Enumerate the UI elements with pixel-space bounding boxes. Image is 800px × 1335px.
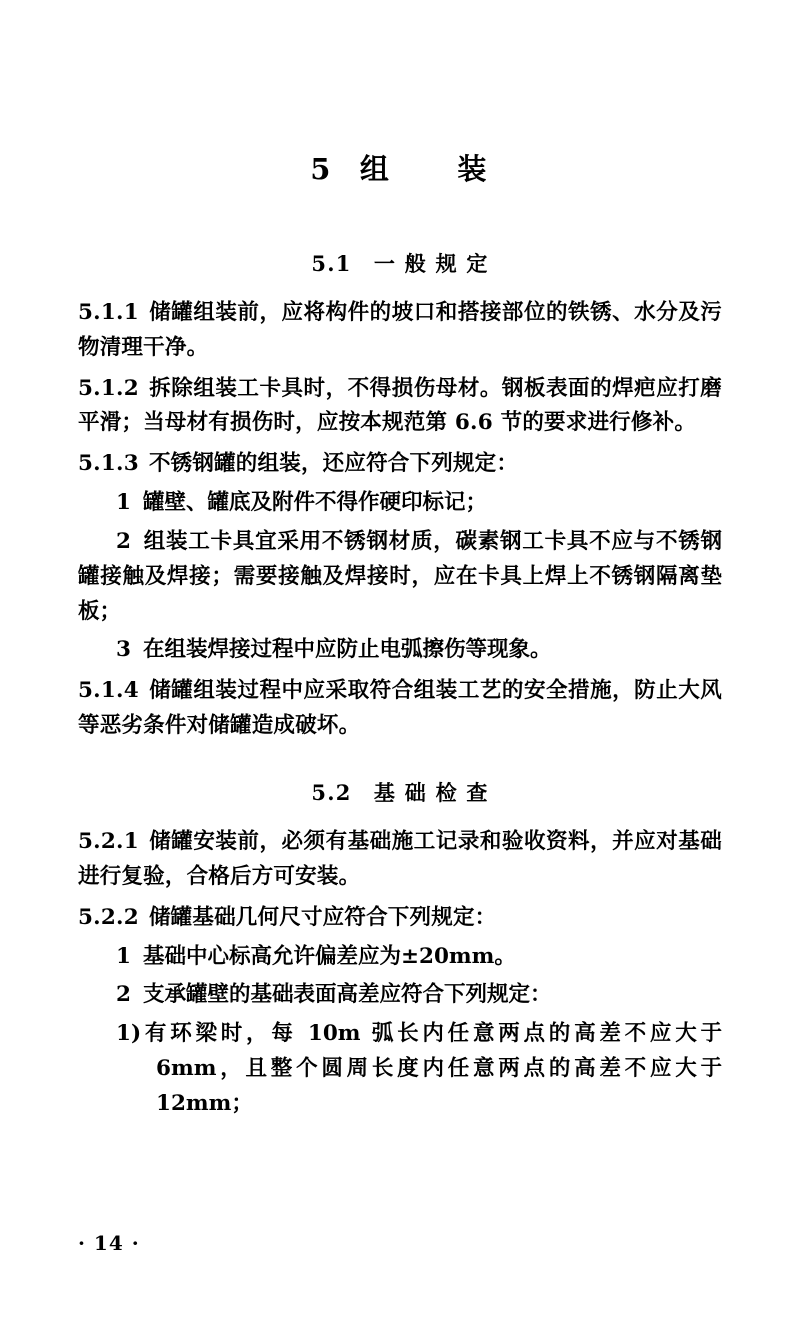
paragraph-label: 5.1.2 [78,375,139,401]
paragraph-5-2-2 [78,901,722,936]
paragraph-text: 拆除组装工卡具时，不得损伤母材。钢板表面的焊疤应打磨平滑；当母材有损伤时，应按本规范第 6.6 节的要求进行修补。 [78,375,722,436]
list-item-text: 支承罐壁的基础表面高差应符合下列规定： [142,982,552,1008]
page-number: · 14 · [78,1231,140,1255]
section-heading-5-2: 5.2 基 础 检 查 [311,779,489,805]
list-item [78,486,722,521]
sub-list-item-text: 有环梁时，每 10m 弧长内任意两点的高差不应大于 6mm，且整个圆周长度内任意两点的高差不应大于 12mm； [141,1021,722,1116]
paragraph-text: 储罐组装前，应将构件的坡口和搭接部位的铁锈、水分及污物清理干净。 [78,299,722,360]
list-item [78,978,722,1013]
list-item-label: 1 [116,943,131,969]
list-item-label: 2 [116,528,131,554]
chapter-number: 5 [310,152,334,186]
paragraph-text: 储罐组装过程中应采取符合组装工艺的安全措施，防止大风等恶劣条件对储罐造成破坏。 [78,678,722,739]
list-item [78,525,722,629]
paragraph-text: 不锈钢罐的组装，还应符合下列规定： [148,451,519,477]
list-item-label: 1 [116,490,131,516]
list-item [78,633,722,668]
paragraph-text: 储罐安装前，必须有基础施工记录和验收资料，并应对基础进行复验，合格后方可安装。 [78,829,722,889]
list-item-text: 在组装焊接过程中应防止电弧擦伤等现象。 [142,637,552,663]
paragraph-label: 5.1.4 [78,678,139,704]
list-item-label: 3 [116,637,131,663]
paragraph-label: 5.1.1 [78,299,139,325]
document-page [0,152,800,1335]
list-item-label: 2 [116,982,131,1008]
chapter-title-text: 组 装 [359,152,490,186]
paragraph-label: 5.2.2 [78,904,139,930]
paragraph-5-1-3 [78,447,722,482]
list-item [78,940,722,975]
paragraph-label: 5.2.1 [78,829,139,855]
sub-list-item-label: 1) [116,1021,142,1047]
list-item-text: 基础中心标高允许偏差应为±20mm。 [142,943,516,969]
paragraph-label: 5.1.3 [78,451,139,477]
paragraph-5-2-1 [78,825,722,895]
paragraph-text: 储罐基础几何尺寸应符合下列规定： [148,904,497,930]
paragraph-5-1-1 [78,296,722,366]
section-heading-5-1: 5.1 一 般 规 定 [311,250,489,276]
paragraph-5-1-4 [78,674,722,744]
paragraph-5-1-2 [78,372,722,442]
sub-list-item [78,1017,722,1121]
list-item-text: 罐壁、罐底及附件不得作硬印标记； [142,490,487,516]
chapter-heading [78,152,722,187]
list-item-text: 组装工卡具宜采用不锈钢材质，碳素钢工卡具不应与不锈钢罐接触及焊接；需要接触及焊接时，应在卡具上焊上不锈钢隔离垫板； [78,528,722,624]
